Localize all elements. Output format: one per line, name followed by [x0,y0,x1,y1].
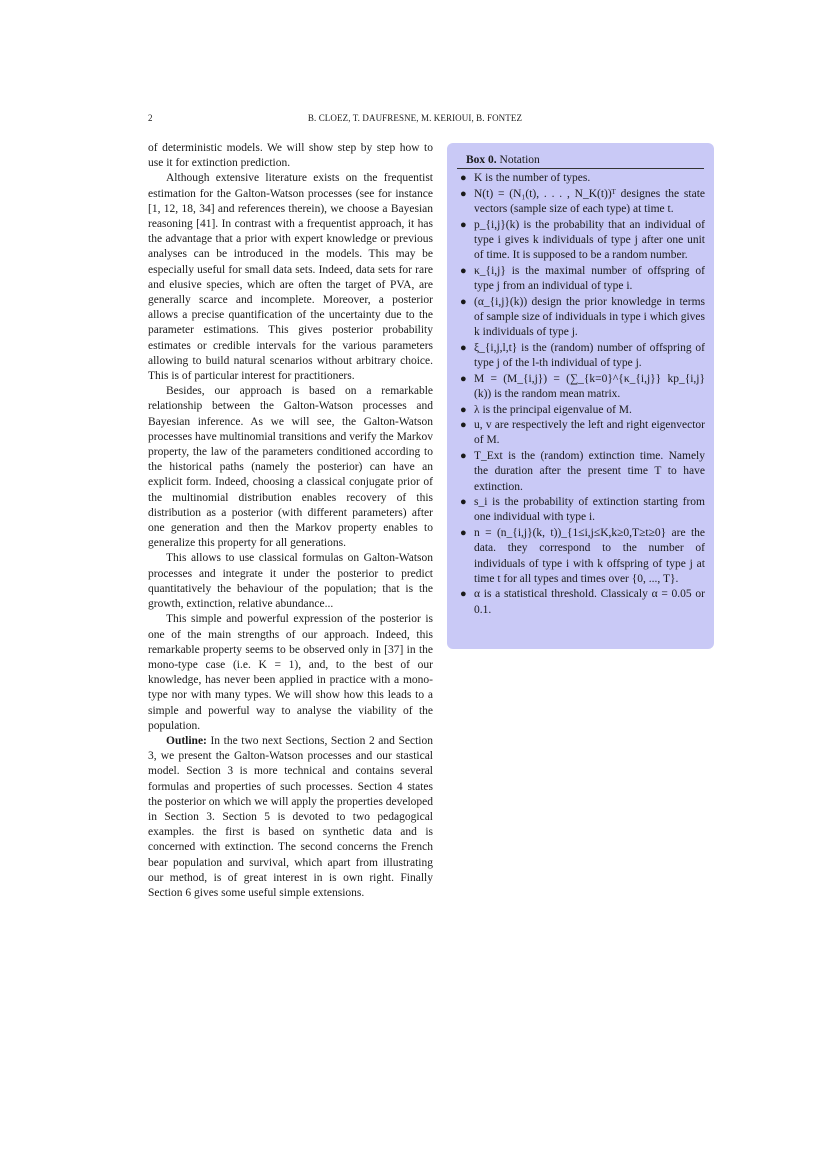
outline-label: Outline: [166,734,207,747]
bullet-icon: ● [460,218,467,231]
notation-item: ● p_{i,j}(k) is the probability that an individual of type i gives k individuals of type j after one unit of time. It is supposed to be a random number. [460,218,705,262]
bullet-icon: ● [460,450,467,463]
notation-item: ● α is a statistical threshold. Classicaly α = 0.05 or 0.1. [460,588,705,616]
bullet-icon: ● [460,403,467,416]
notation-item: ● M = (M_{i,j}) = (∑_{k=0}^{κ_{i,j}} kp_{i,j}(k)) is the random mean matrix. [460,372,705,400]
notation-box [447,143,714,649]
outline-paragraph [148,734,433,901]
bullet-icon: ● [460,527,467,540]
notation-item: ● n = (n_{i,j}(k, t))_{1≤i,j≤K,k≥0,T≥t≥0} are the data. they correspond to the number of individuals of type i with k offspring of type j at time t for all types and times over {0, ..., T}. [460,527,705,585]
outline-text: In the two next Sections, Section 2 and Section 3, we present the Galton-Watson processes and our stastical model. Section 3 is more technical and contains several formulas and properties of such processes. Section 4 states the posterior on which we will apply the properties developed in Section 3. Section 5 is devoted to two pedagogical examples. the first is based on synthetic data and is concerned with extinction. The second concerns the French bear population and survival, which apart from illustrating our method, is of great interest in is own right. Finally Section 6 gives some useful simple extensions. [148,734,433,899]
main-text-column [148,141,433,901]
notation-item: ● u, v are respectively the left and right eigenvector of M. [460,419,705,447]
notation-item: ● s_i is the probability of extinction starting from one individual with type i. [460,496,705,524]
paragraph: Although extensive literature exists on the frequentist estimation for the Galton-Watson processes (see for instance [1, 12, 18, 34] and references therein), we choose a Bayesian reasoning [41]. In contrast with a frequentist approach, it has the advantage that a prior with expert knowledge or previous analyses can be introduced in the models. This may be especially useful for small data sets. Indeed, data sets for rare and elusive species, which are often the target of PVA, are generally scarce and incomplete. Moreover, a posterior allows a precise quantification of the uncertainty due to the parameter estimations. This gives posterior probability estimates or credible intervals for the various parameters allowing to build natural scenarios without arbitrary choice. This is of particular interest for practitioners. [148,172,433,383]
box-number: Box 0. [466,154,497,166]
notation-item: ● N(t) = (N₁(t), . . . , N_K(t))ᵀ designes the state vectors (sample size of each type) at time t. [460,187,705,215]
bullet-icon: ● [460,172,467,184]
box-title-text: Notation [496,154,540,166]
notation-item: ● κ_{i,j} is the maximal number of offspring of type j from an individual of type i. [460,264,705,292]
paragraph: This allows to use classical formulas on Galton-Watson processes and integrate it under the posterior to predict quantitatively the behaviour of the population; that is the growth, extinction, relative abundance... [148,552,433,611]
bullet-icon: ● [460,187,467,200]
notation-item: ● (α_{i,j}(k)) design the prior knowledge in terms of sample size of individuals in type i which gives k individuals of type j. [460,295,705,339]
bullet-icon: ● [460,264,467,277]
paragraph: This simple and powerful expression of the posterior is one of the main strengths of our approach. Indeed, this remarkable property seems to be observed only in [37] in the mono-type case (i.e. K = 1), and, to the best of our knowledge, has never been applied in practice with a mono-type nor with many types. We will show how this leads to a simple and powerful way to analyse the viability of the population. [148,613,433,732]
bullet-icon: ● [460,588,467,601]
notation-list [457,171,705,618]
notation-item: ● ξ_{i,j,l,t} is the (random) number of offspring of type j of the l-th individual of type j. [460,341,705,369]
bullet-icon: ● [460,496,467,509]
notation-item: ● T_Ext is the (random) extinction time. Namely the duration after the present time T to have extinction. [460,450,705,493]
running-header-authors: B. CLOEZ, T. DAUFRESNE, M. KERIOUI, B. FONTEZ [307,113,523,123]
paragraph: Besides, our approach is based on a remarkable relationship between the Galton-Watson processes and Bayesian inference. As we will see, the Galton-Watson processes have multinomial transitions and verify the Markov property, the law of the parameters conditioned according to the historical paths (namely the posterior) can have an explicit form. Indeed, choosing a classical conjugate prior of the multinomial distribution enables recovery of this distribution as a posterior (with different parameters) after one generation and then the Markov property enables to generalize this property for all generations. [148,385,433,550]
notation-item: ● λ is the principal eigenvalue of M. [457,403,705,418]
paragraph: of deterministic models. We will show step by step how to use it for extinction prediction. [148,142,433,170]
bullet-icon: ● [460,372,467,385]
bullet-icon: ● [460,295,467,308]
notation-box-title [457,153,704,169]
bullet-icon: ● [460,341,467,354]
bullet-icon: ● [460,419,467,432]
notation-item: ● K is the number of types. [457,171,705,186]
page-number: 2 [148,113,153,123]
